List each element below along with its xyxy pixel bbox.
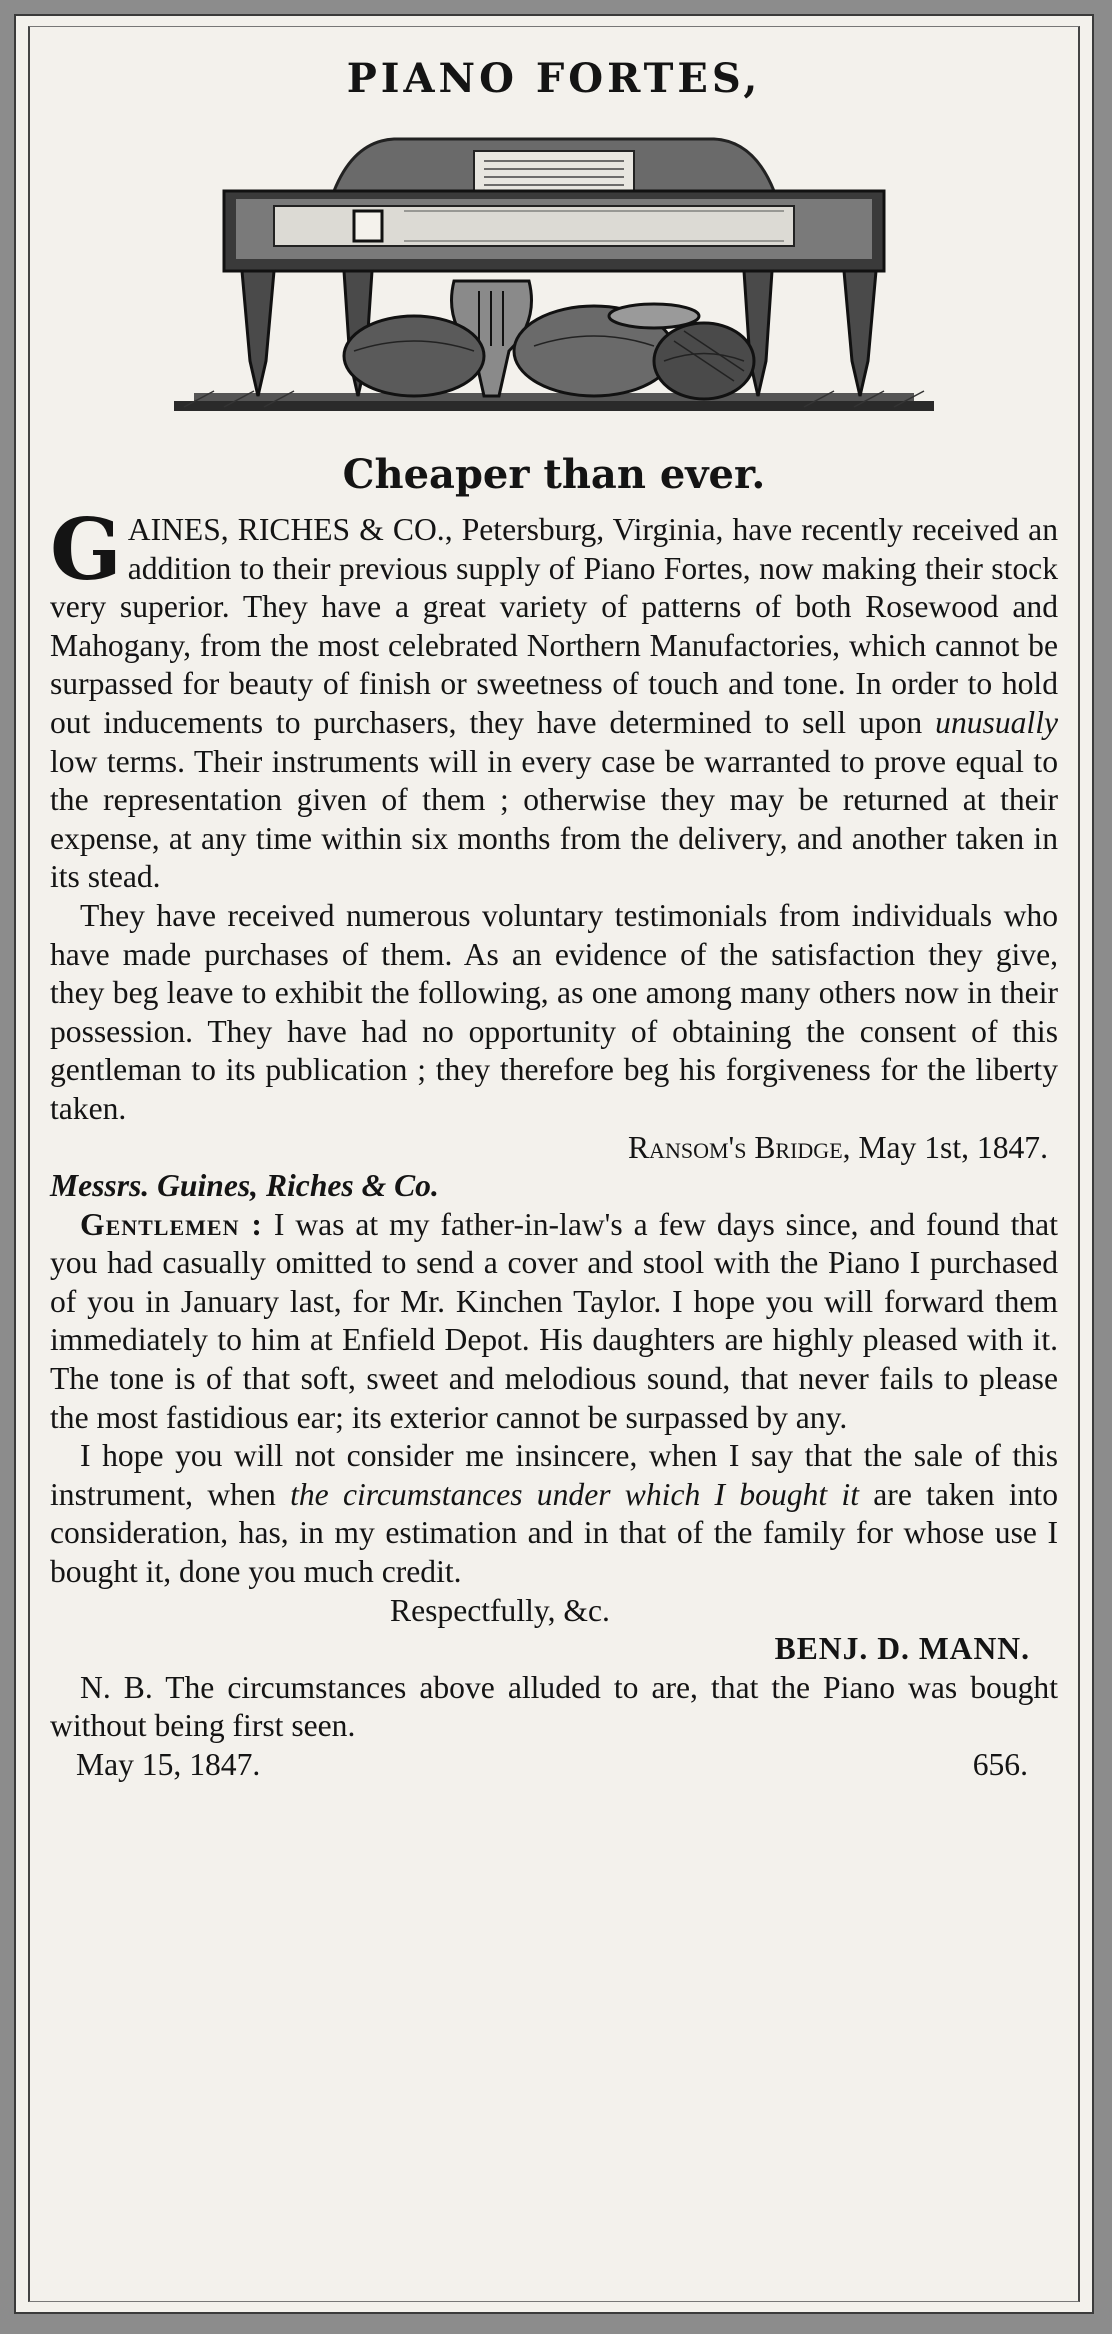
- advertisement-frame: [14, 14, 1094, 2314]
- intro-text-end: low terms. Their instruments will in every case be warranted to prove equal to the representation given of them ; otherwise they may be returned at their expense, at any time within six months from the delivery, and another taken in its stead.: [50, 743, 1058, 895]
- nota-bene: N. B. The circumstances above alluded to are, that the Piano was bought without being first seen.: [50, 1669, 1058, 1744]
- intro-paragraph: [50, 500, 1059, 897]
- letter-paragraph-2-end: are taken into consideration, has, in my estimation and in that of the family for whose use I bought it, done you much credit.: [50, 1476, 1058, 1590]
- letter-dateline: [50, 1129, 1058, 1168]
- letter-paragraph-1-text: I was at my father-in-law's a few days since, and found that you had casually omitted to send a cover and stool with the Piano I purchased of you in January last, for Mr. Kinchen Taylor. I hope you will forward them immediately to him at Enfield Depot. His daughters are highly pleased with it. The tone is of that soft, sweet and melodious sound, that never fails to please the most fastidious ear; its exterior cannot be surpassed by any.: [50, 1206, 1058, 1435]
- letter-signature: BENJ. D. MANN.: [774, 1631, 1030, 1667]
- letter-salutation: Messrs. Guines, Riches & Co.: [50, 1168, 439, 1204]
- dateline-date: , May 1st, 1847.: [842, 1129, 1048, 1165]
- testimonial-intro: They have received numerous voluntary testimonials from individuals who have made purchases of them. As an evidence of the satisfaction they give, they beg leave to exhibit the following, as one among many others now in their possession. They have had no opportunity of obtaining the consent of this gentleman to its publication ; they therefore beg his forgiveness for the liberty taken.: [50, 897, 1058, 1126]
- headline: PIANO FORTES,: [346, 55, 762, 102]
- letter-closing: Respectfully, &c.: [390, 1592, 610, 1628]
- dateline-place: Ransom's Bridge: [627, 1129, 843, 1165]
- footer-ad-number: 656.: [972, 1747, 1028, 1782]
- subheadline: Cheaper than ever.: [342, 451, 766, 498]
- drop-cap: G: [50, 500, 122, 599]
- letter-paragraph-2-start: I hope you will not consider me insincere, when I say that the sale of this instrument, when: [50, 1438, 1058, 1512]
- intro-text: , Petersburg, Virginia, have recently received an addition to their previous supply of Piano Fortes, now making their stock very superior. They have a great variety of patterns of both Rosewood and Mahogany, from the most celebrated Northern Manufactories, which cannot be surpassed for beauty of finish or sweetness of touch and tone. In order to hold out inducements to purchasers, they have determined to sell upon: [50, 512, 1058, 740]
- advertisement-column: [28, 26, 1080, 2302]
- footer-date: May 15, 1847.: [76, 1747, 261, 1782]
- letter-paragraph-2: [50, 1437, 1058, 1591]
- letter-greeting: Gentlemen :: [80, 1206, 263, 1242]
- letter-paragraph-2-emphasis: the circumstances under which I bought it: [290, 1476, 859, 1512]
- footer: [50, 1746, 1058, 1785]
- intro-emphasis: unusually: [935, 704, 1059, 740]
- letter-paragraph-1: [50, 1206, 1058, 1438]
- piano-illustration: [154, 111, 954, 441]
- advertisement-body: [50, 500, 1059, 1785]
- firm-name: AINES, RICHES & CO.: [127, 512, 445, 547]
